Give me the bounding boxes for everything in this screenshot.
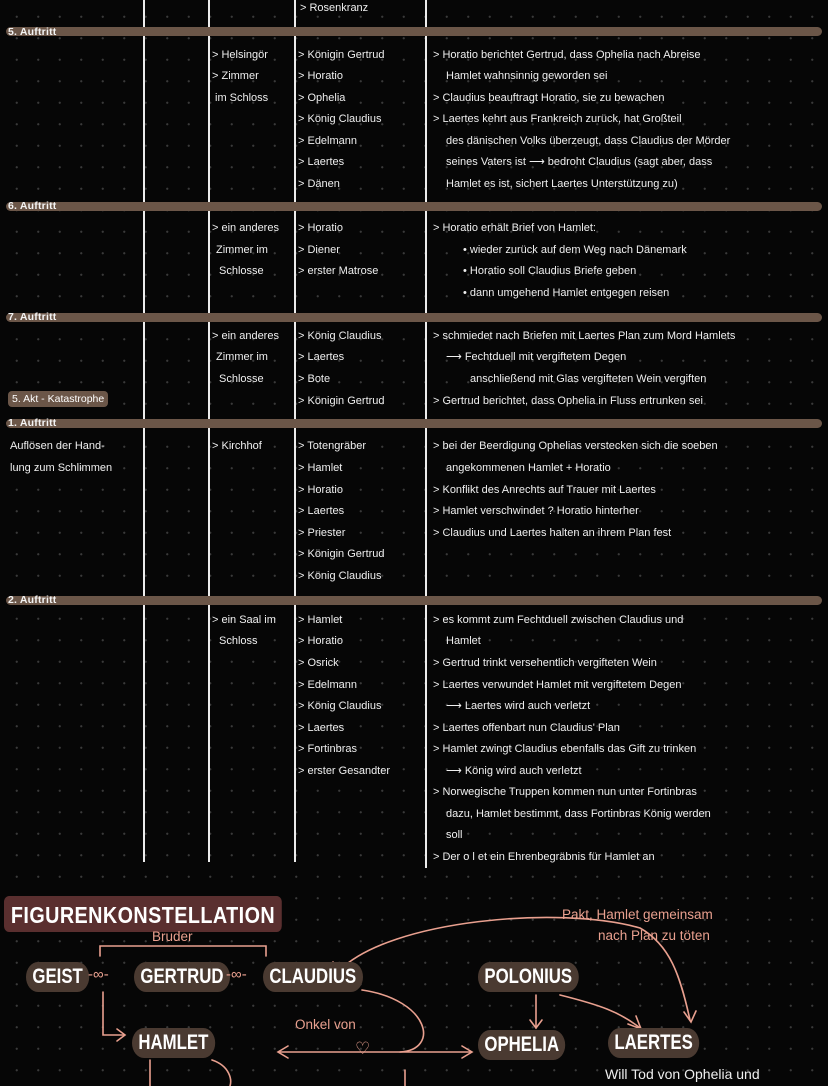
character-claudius: CLAUDIUS [263,962,363,992]
scene-label: 6. Auftritt [8,200,57,212]
place: Schloss [219,635,258,647]
marriage-symbol: -∞- [226,966,247,983]
plot-line: > Laertes kehrt aus Frankreich zurück, hat Großteil [433,113,682,125]
person: > Horatio [298,484,343,496]
place: Zimmer im [216,351,268,363]
place: > ein anderes [212,222,279,234]
person: > Bote [298,373,331,385]
plot-line: > bei der Beerdigung Ophelias verstecken sich die soeben [433,440,718,452]
character-geist: GEIST [26,962,89,992]
plot-line: Hamlet [446,635,481,647]
plot-line: soll [446,829,463,841]
person: > Laertes [298,722,345,734]
person: > König Claudius [298,700,382,712]
person: > Ophelia [298,92,346,104]
bruder-label: Bruder [152,929,193,944]
plot-line: • dann umgehend Hamlet entgegen reisen [463,287,670,299]
plot-line: • wieder zurück auf dem Weg nach Dänemark [463,244,687,256]
plot-line: > Gertrud berichtet, dass Ophelia in Fluss ertrunken sei [433,395,703,407]
lower-curve-left [212,1060,231,1086]
person: > Totengräber [298,440,366,452]
person: > König Claudius [298,330,382,342]
pakt-label-2: nach Plan zu töten [598,928,710,943]
plot-line: > Claudius beauftragt Horatio, sie zu bewachen [433,92,665,104]
plot-line: seines Vaters ist ⟶ bedroht Claudius (sagt aber, dass [446,156,713,168]
plot-line: > Horatio erhält Brief von Hamlet: [433,222,596,234]
place: > Kirchhof [212,440,262,452]
person: > Horatio [298,70,343,82]
scene-label: 7. Auftritt [8,311,57,323]
plot-line: angekommenen Hamlet + Horatio [446,462,611,474]
character-hamlet: HAMLET [132,1028,215,1058]
plot-line: > Gertrud trinkt versehentlich vergifteten Wein [433,657,657,669]
will-tod-label: Will Tod von Ophelia und [605,1066,760,1082]
person: > Edelmann [298,679,358,691]
plot-line: des dänischen Volks überzeugt, dass Claudius der Mörder [446,135,731,147]
act-summary: lung zum Schlimmen [10,462,113,474]
plot-line: ⟶ Laertes wird auch verletzt [446,700,591,712]
place: Schlosse [219,373,264,385]
person: > König Claudius [298,570,382,582]
scene-label: 2. Auftritt [8,594,57,606]
plot-line: Hamlet wahnsinnig geworden sei [446,70,608,82]
scene-label: 5. Auftritt [8,26,57,38]
onkel-label: Onkel von [295,1017,356,1032]
plot-line: > Hamlet verschwindet ? Horatio hinterher [433,505,639,517]
person: > Königin Gertrud [298,548,385,560]
scene-label: 1. Auftritt [8,417,57,429]
plot-line: ⟶ König wird auch verletzt [446,765,582,777]
person: > Hamlet [298,462,343,474]
place: > Zimmer [212,70,259,82]
person: > Laertes [298,351,345,363]
place: > ein anderes [212,330,279,342]
polonius-laertes-line [560,995,640,1028]
person: > Königin Gertrud [298,49,385,61]
plot-line: • Horatio soll Claudius Briefe geben [463,265,637,277]
character-gertrud: GERTRUD [134,962,230,992]
person: > erster Gesandter [298,765,391,777]
plot-line: > Laertes offenbart nun Claudius' Plan [433,722,620,734]
person: > Horatio [298,222,343,234]
geist-hamlet-line [103,992,124,1035]
place: Schlosse [219,265,264,277]
heart-icon: ♡ [355,1039,371,1058]
plot-line: anschließend mit Glas vergifteten Wein vergiften [470,373,707,385]
act-summary: Auflösen der Hand- [10,440,105,452]
place: > Helsingör [212,49,268,61]
plot-line: > es kommt zum Fechtduell zwischen Claudius und [433,614,684,626]
plot-line: > Horatio berichtet Gertrud, dass Ophelia nach Abreise [433,49,701,61]
bruder-bracket [100,946,266,956]
plot-line: > Norwegische Truppen kommen nun unter Fortinbras [433,786,697,798]
person: > Fortinbras [298,743,357,755]
person: > Dänen [298,178,340,190]
plot-line: > Claudius und Laertes halten an ihrem Plan fest [433,527,672,539]
pakt-label-1: Pakt, Hamlet gemeinsam [562,907,713,922]
person: > Osrick [298,657,339,669]
person: > erster Matrose [298,265,379,277]
character-laertes: LAERTES [608,1028,699,1058]
place: > ein Saal im [212,614,276,626]
person: > Diener [298,244,340,256]
plot-line: > Der o l et ein Ehrenbegräbnis für Hamlet an [433,851,655,863]
plot-line: ⟶ Fechtduell mit vergiftetem Degen [446,351,627,363]
act-label: 5. Akt - Katastrophe [8,391,108,407]
place: Zimmer im [216,244,268,256]
character-polonius: POLONIUS [478,962,579,992]
figure-constellation-title: FIGURENKONSTELLATION [4,896,282,932]
person: > Hamlet [298,614,343,626]
person: > Edelmann [298,135,358,147]
person-rosenkranz: > Rosenkranz [300,2,369,14]
person: > Königin Gertrud [298,395,385,407]
person: > Priester [298,527,346,539]
plot-line: > Konflikt des Anrechts auf Trauer mit Laertes [433,484,656,496]
plot-line: > Laertes verwundet Hamlet mit vergiftetem Degen [433,679,682,691]
person: > Horatio [298,635,343,647]
plot-line: dazu, Hamlet bestimmt, dass Fortinbras König werden [446,808,711,820]
marriage-symbol: -∞- [88,966,109,983]
person: > Laertes [298,505,345,517]
character-ophelia: OPHELIA [478,1030,565,1060]
plot-line: > Hamlet zwingt Claudius ebenfalls das Gift zu trinken [433,743,697,755]
place: im Schloss [215,92,269,104]
person: > König Claudius [298,113,382,125]
plot-line: Hamlet es ist, sichert Laertes Unterstützung zu) [446,178,678,190]
plot-line: > schmiedet nach Briefen mit Laertes Plan zum Mord Hamlets [433,330,736,342]
person: > Laertes [298,156,345,168]
